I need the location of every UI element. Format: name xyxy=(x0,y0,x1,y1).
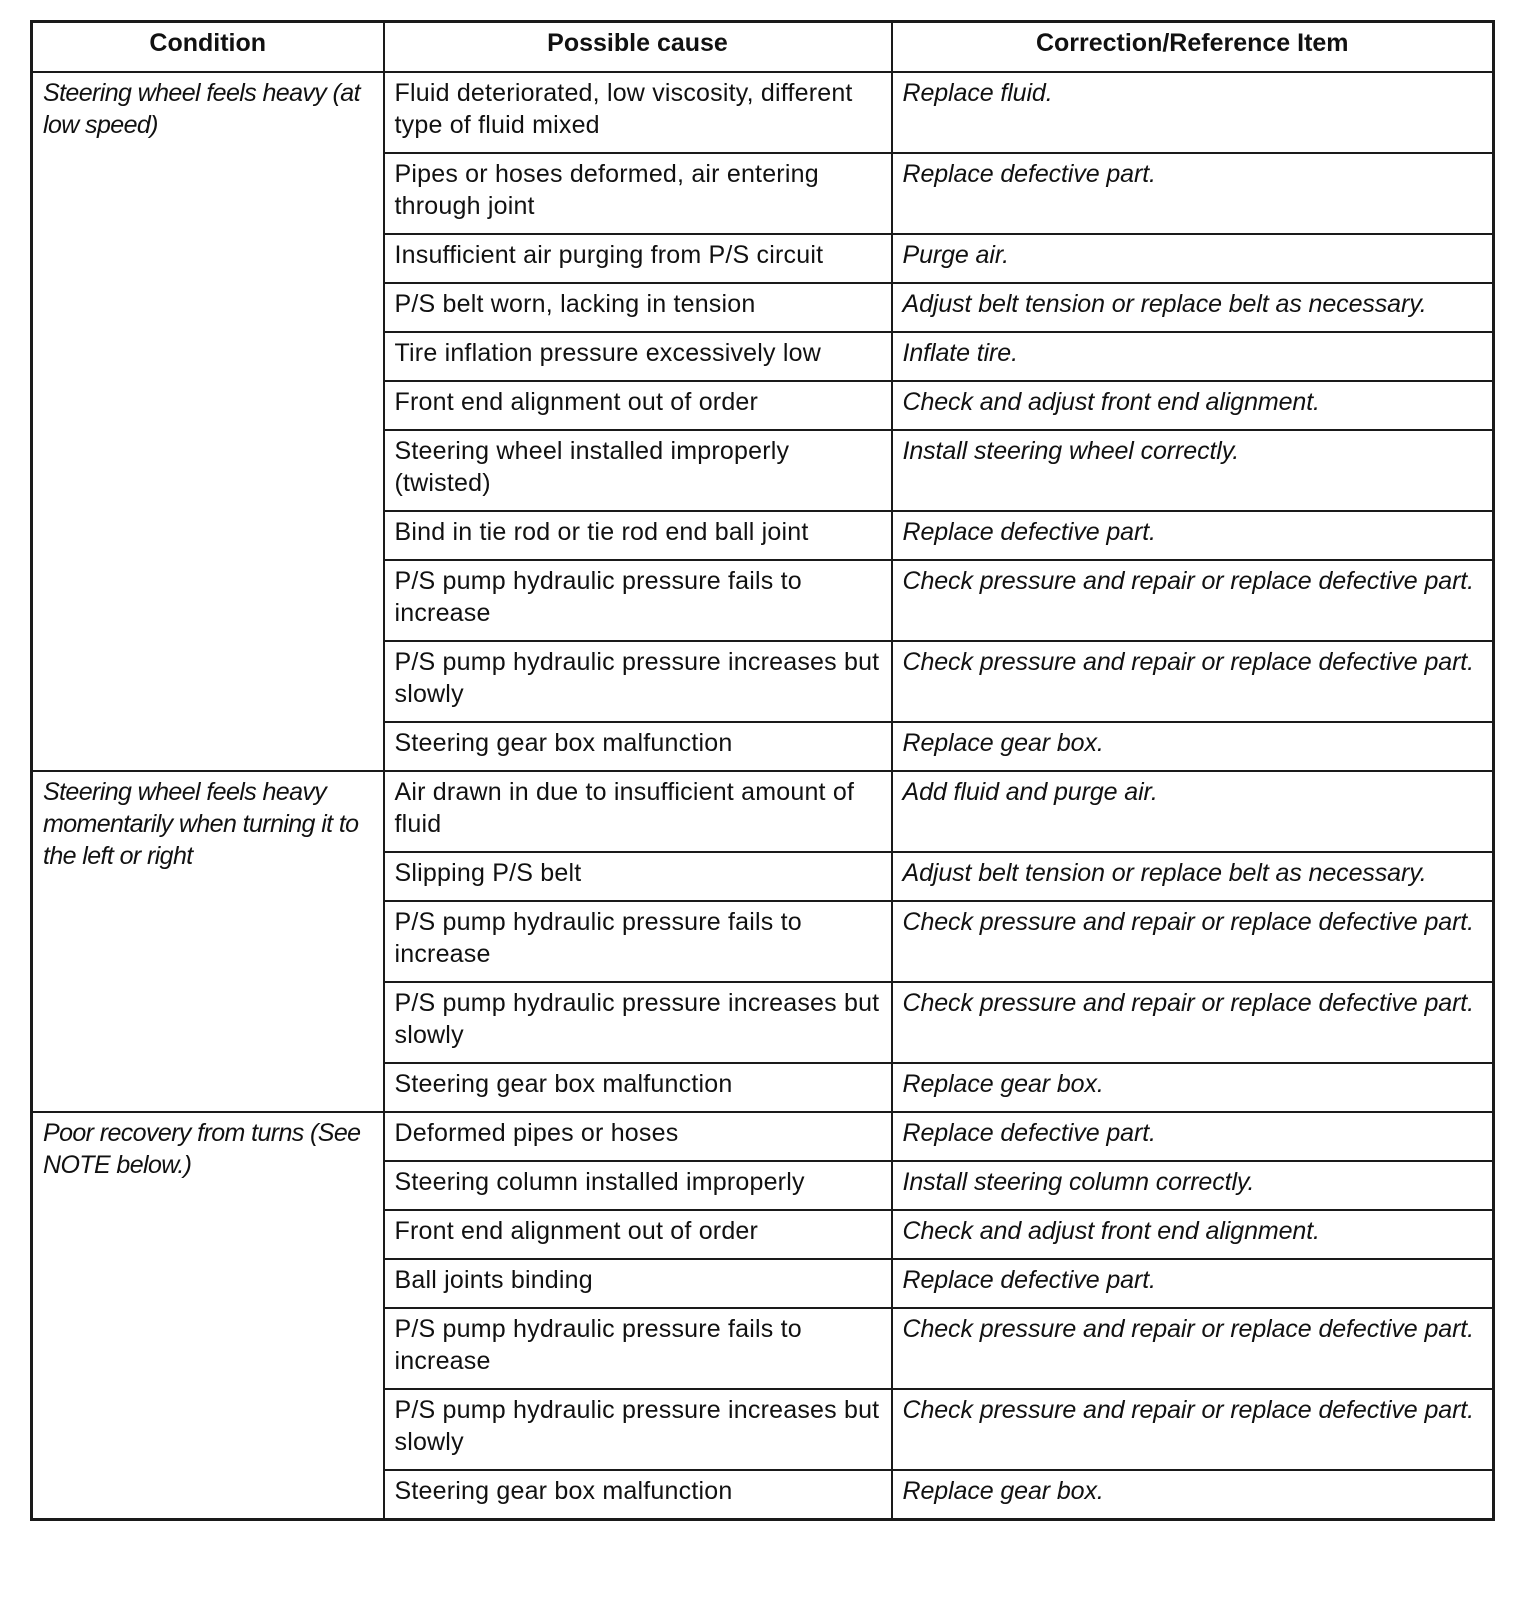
correction-cell: Check and adjust front end alignment. xyxy=(892,381,1494,430)
correction-cell: Replace gear box. xyxy=(892,1470,1494,1520)
header-correction: Correction/Reference Item xyxy=(892,22,1494,72)
correction-cell: Replace defective part. xyxy=(892,153,1494,234)
possible-cause-cell: Front end alignment out of order xyxy=(384,381,892,430)
possible-cause-cell: Air drawn in due to insufficient amount of fluid xyxy=(384,771,892,852)
possible-cause-cell: Pipes or hoses deformed, air entering through joint xyxy=(384,153,892,234)
table-row xyxy=(32,72,1494,153)
correction-cell: Add fluid and purge air. xyxy=(892,771,1494,852)
header-condition: Condition xyxy=(32,22,384,72)
condition-cell: Poor recovery from turns (See NOTE below.) xyxy=(32,1112,384,1520)
possible-cause-cell: Steering wheel installed improperly (twisted) xyxy=(384,430,892,511)
correction-cell: Check pressure and repair or replace defective part. xyxy=(892,641,1494,722)
correction-cell: Check pressure and repair or replace defective part. xyxy=(892,1308,1494,1389)
possible-cause-cell: P/S pump hydraulic pressure fails to increase xyxy=(384,560,892,641)
possible-cause-cell: P/S belt worn, lacking in tension xyxy=(384,283,892,332)
possible-cause-cell: Bind in tie rod or tie rod end ball joint xyxy=(384,511,892,560)
correction-cell: Check and adjust front end alignment. xyxy=(892,1210,1494,1259)
header-row xyxy=(32,22,1494,72)
troubleshooting-table xyxy=(30,20,1495,1521)
correction-cell: Purge air. xyxy=(892,234,1494,283)
possible-cause-cell: Steering gear box malfunction xyxy=(384,722,892,771)
possible-cause-cell: P/S pump hydraulic pressure increases but slowly xyxy=(384,982,892,1063)
correction-cell: Replace defective part. xyxy=(892,1259,1494,1308)
possible-cause-cell: P/S pump hydraulic pressure fails to increase xyxy=(384,1308,892,1389)
correction-cell: Check pressure and repair or replace defective part. xyxy=(892,560,1494,641)
correction-cell: Replace defective part. xyxy=(892,511,1494,560)
correction-cell: Adjust belt tension or replace belt as necessary. xyxy=(892,852,1494,901)
possible-cause-cell: Steering gear box malfunction xyxy=(384,1063,892,1112)
correction-cell: Install steering column correctly. xyxy=(892,1161,1494,1210)
possible-cause-cell: Deformed pipes or hoses xyxy=(384,1112,892,1161)
possible-cause-cell: Front end alignment out of order xyxy=(384,1210,892,1259)
correction-cell: Replace gear box. xyxy=(892,722,1494,771)
possible-cause-cell: Steering gear box malfunction xyxy=(384,1470,892,1520)
table-body xyxy=(32,72,1494,1520)
possible-cause-cell: P/S pump hydraulic pressure increases but slowly xyxy=(384,1389,892,1470)
possible-cause-cell: P/S pump hydraulic pressure increases but slowly xyxy=(384,641,892,722)
correction-cell: Check pressure and repair or replace defective part. xyxy=(892,982,1494,1063)
table-row xyxy=(32,771,1494,852)
header-possible-cause: Possible cause xyxy=(384,22,892,72)
correction-cell: Inflate tire. xyxy=(892,332,1494,381)
condition-cell: Steering wheel feels heavy momentarily when turning it to the left or right xyxy=(32,771,384,1112)
correction-cell: Replace gear box. xyxy=(892,1063,1494,1112)
possible-cause-cell: P/S pump hydraulic pressure fails to increase xyxy=(384,901,892,982)
correction-cell: Install steering wheel correctly. xyxy=(892,430,1494,511)
correction-cell: Replace fluid. xyxy=(892,72,1494,153)
correction-cell: Replace defective part. xyxy=(892,1112,1494,1161)
correction-cell: Check pressure and repair or replace defective part. xyxy=(892,901,1494,982)
correction-cell: Check pressure and repair or replace defective part. xyxy=(892,1389,1494,1470)
possible-cause-cell: Steering column installed improperly xyxy=(384,1161,892,1210)
condition-cell: Steering wheel feels heavy (at low speed) xyxy=(32,72,384,771)
table-row xyxy=(32,1112,1494,1161)
possible-cause-cell: Ball joints binding xyxy=(384,1259,892,1308)
possible-cause-cell: Slipping P/S belt xyxy=(384,852,892,901)
possible-cause-cell: Insufficient air purging from P/S circuit xyxy=(384,234,892,283)
possible-cause-cell: Fluid deteriorated, low viscosity, different type of fluid mixed xyxy=(384,72,892,153)
possible-cause-cell: Tire inflation pressure excessively low xyxy=(384,332,892,381)
correction-cell: Adjust belt tension or replace belt as necessary. xyxy=(892,283,1494,332)
